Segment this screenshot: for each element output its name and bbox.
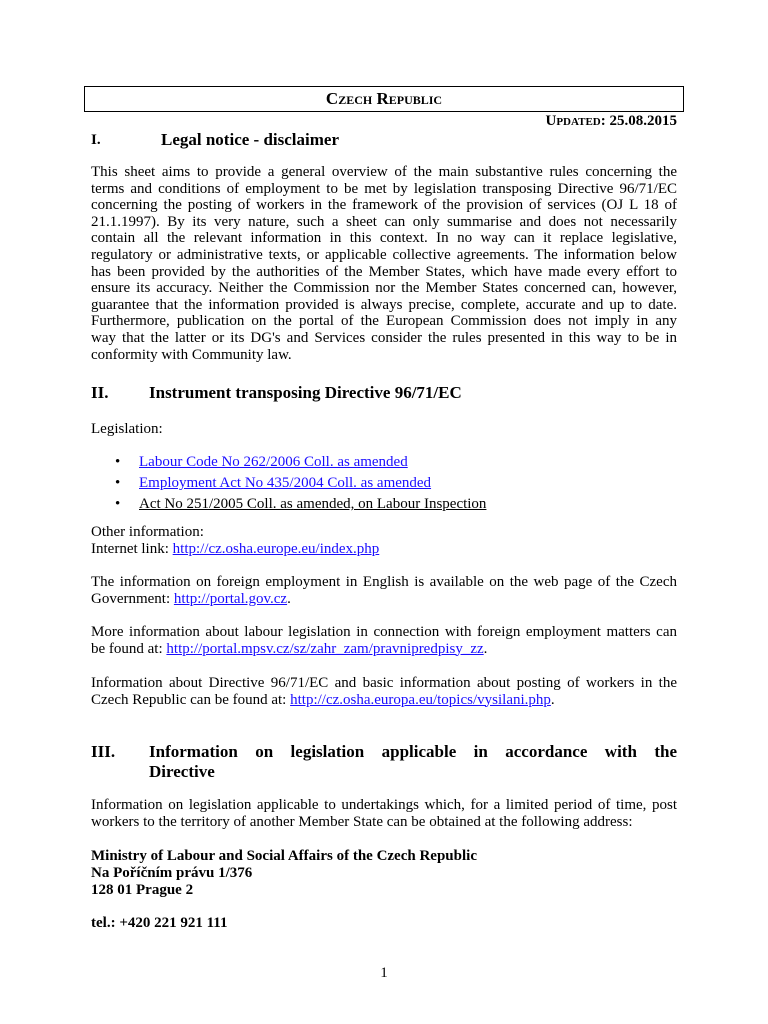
internet-link-line [91,541,677,558]
text-line: Furthermore, publication on the portal of the European Commission does not imply in any [91,313,677,330]
page-number: 1 [380,965,388,981]
address-line: Na Poříčním právu 1/376 [91,865,253,881]
list-item [91,473,677,494]
text-line: Information about Directive 96/71/EC and basic information about posting of workers in the [91,675,677,691]
internet-link-label: Internet link: [91,540,173,557]
section-number: II. [91,383,109,402]
telephone: tel.: +420 221 921 111 [91,915,228,931]
text-line: concerning the posting of workers in the framework of the provision of services (OJ L 18 of [91,197,677,214]
text-line: Information on legislation applicable to undertakings which, for a limited period of time, post [91,797,677,813]
address-line: 128 01 Prague 2 [91,882,194,898]
text-line: Czech Republic can be found at: [91,691,291,708]
updated-date: Updated: 25.08.2015 [545,113,677,129]
section-title: Legal notice - disclaimer [161,130,339,149]
period: . [287,590,291,607]
employment-act-link[interactable]: Employment Act No 435/2004 Coll. as amended [139,475,432,491]
text-line: regulatory or administrative texts, or applicable collective agreements. The information below [91,246,677,263]
list-item [91,452,677,473]
text-line: has been provided by the authorities of the Member States, which have made every effort to [91,263,677,280]
title-line: Directive [149,762,215,781]
directive-info-paragraph [91,675,677,708]
section-number: III. [91,742,116,761]
osha-index-link[interactable]: http://cz.osha.europe.eu/index.php [172,540,380,557]
labour-legislation-paragraph [91,624,677,657]
text-line: More information about labour legislation in connection with foreign employment matters can [91,624,677,640]
legislation-label: Legislation: [91,421,163,437]
labour-code-link[interactable]: Labour Code No 262/2006 Coll. as amended [139,454,408,470]
ministry-address [91,848,677,899]
document-title: Czech Republic [84,86,684,112]
text-line: workers to the territory of another Member State can be obtained at the following address: [91,813,633,830]
disclaimer-paragraph [91,164,677,363]
text-line: 21.1.1997). By its very nature, such a sheet can only summarise and does not necessarily [91,213,677,230]
legislation-list [91,452,677,515]
address-line: Ministry of Labour and Social Affairs of the Czech Republic [91,848,477,864]
list-item [91,494,677,515]
labour-inspection-act-link[interactable]: Act No 251/2005 Coll. as amended, on Labour Inspection [139,496,487,512]
other-information [91,524,677,557]
text-line: be found at: [91,640,167,657]
period: . [483,640,488,657]
text-line: way that the latter or its DG's and Services consider the rules presented in this way to be in [91,329,677,346]
text-line: The information on foreign employment in English is available on the web page of the Czech [91,574,677,590]
section-3-intro [91,797,677,830]
other-info-label: Other information: [91,524,204,540]
text-line: ensure its accuracy. Neither the Commission nor the Member States concerned can, however, [91,280,677,297]
period: . [550,691,555,708]
section-title: Instrument transposing Directive 96/71/EC [149,383,462,402]
text-line: This sheet aims to provide a general overview of the main substantive rules concerning the [91,164,677,180]
text-line: contain all the relevant information in this context. In no way can it replace legislative, [91,230,677,247]
section-title [149,742,677,782]
section-number: I. [91,132,101,148]
portal-gov-link[interactable]: http://portal.gov.cz [173,590,288,607]
title-line: Information on legislation applicable in accordance with the [149,742,677,761]
text-line: guarantee that the information provided is always precise, complete, accurate and up to date. [91,296,677,313]
text-line: Government: [91,590,174,607]
foreign-employment-paragraph [91,574,677,607]
text-line: terms and conditions of employment to be met by legislation transposing Directive 96/71/EC [91,180,677,197]
vysilani-link[interactable]: http://cz.osha.europa.eu/topics/vysilani.php [290,691,551,708]
text-line: conformity with Community law. [91,346,292,363]
mpsv-link[interactable]: http://portal.mpsv.cz/sz/zahr_zam/pravnipredpisy_zz [166,640,484,657]
